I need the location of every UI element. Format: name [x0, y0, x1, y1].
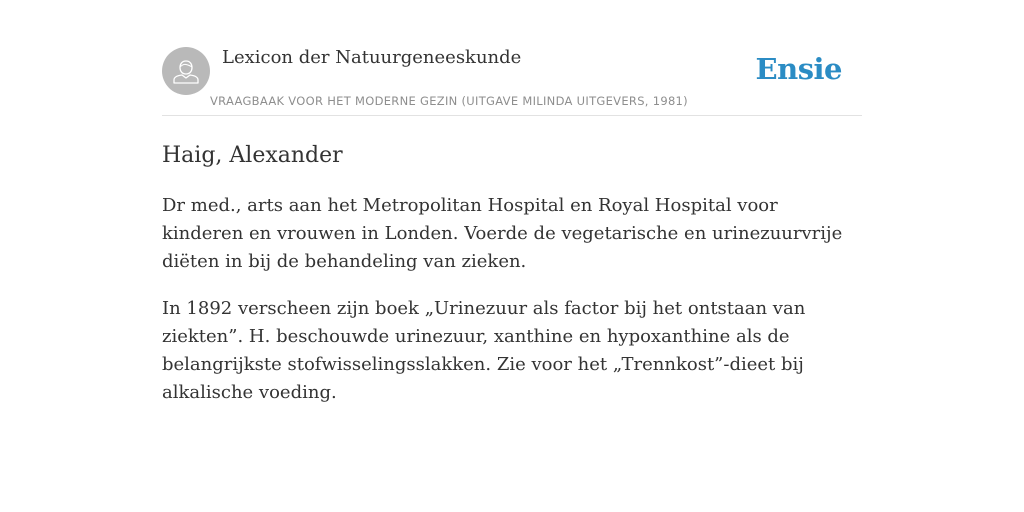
entry-body: [162, 192, 862, 407]
entry-paragraph: In 1892 verscheen zijn boek „Urinezuur als factor bij het ontstaan van ziekten”. H. beschouwde urinezuur, xanthine en hypoxanthine als de belangrijkste stofwisselingsslakken. Zie voor het „Trennkost”-dieet bij alkalische voeding.: [162, 298, 806, 403]
book-subtitle: VRAAGBAAK VOOR HET MODERNE GEZIN (UITGAVE MILINDA UITGEVERS, 1981): [210, 94, 688, 108]
entry-header: [162, 0, 862, 116]
author-avatar[interactable]: [162, 47, 210, 95]
brand-logo[interactable]: Ensie: [755, 52, 842, 86]
page-container: [162, 0, 862, 426]
entry-paragraph: Dr med., arts aan het Metropolitan Hospital en Royal Hospital voor kinderen en vrouwen in Londen. Voerde de vegetarische en urinezuurvrije diëten in bij de behandeling van zieken.: [162, 195, 843, 272]
entry-title: Haig, Alexander: [162, 143, 343, 168]
book-title[interactable]: Lexicon der Natuurgeneeskunde: [222, 47, 522, 68]
user-placeholder-icon: [162, 47, 210, 95]
